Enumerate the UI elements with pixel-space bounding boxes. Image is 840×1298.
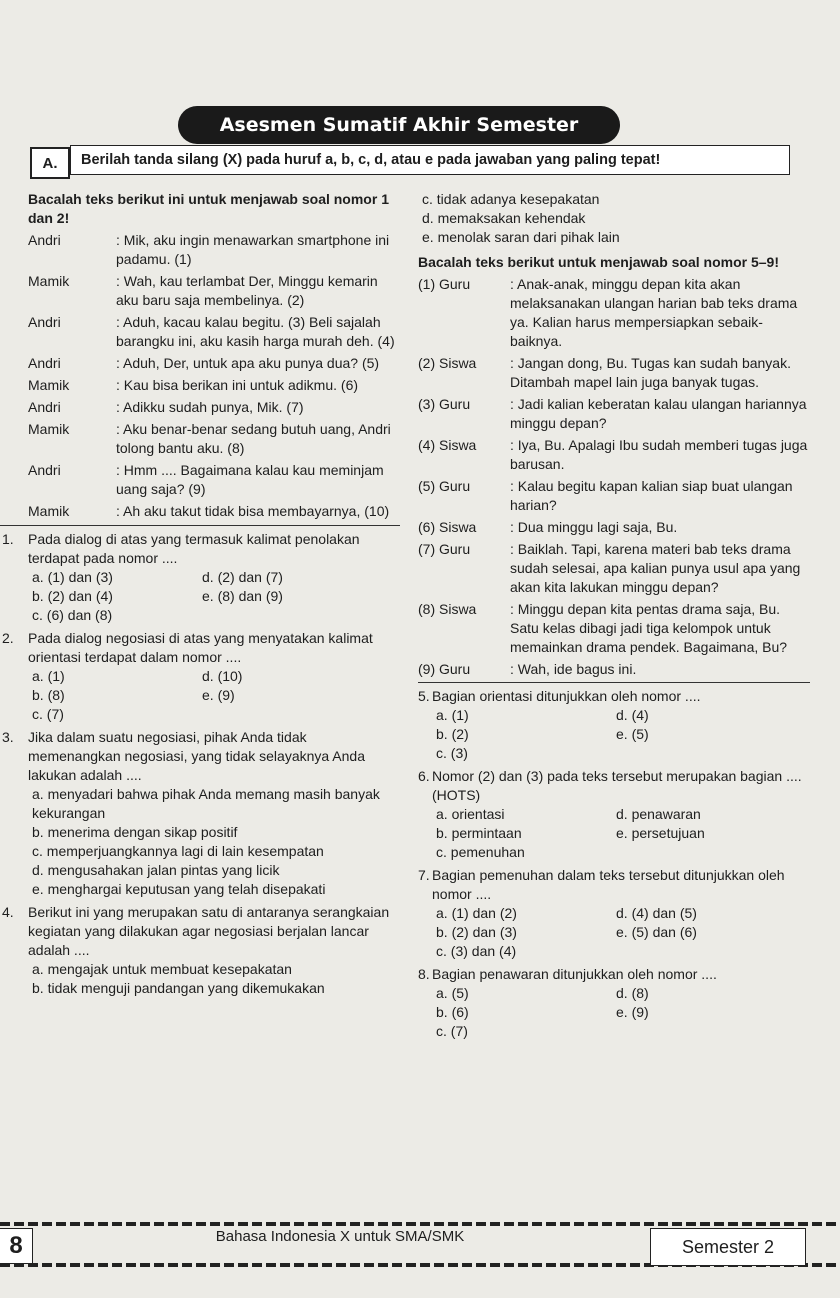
book-title: Bahasa Indonesia X untuk SMA/SMK [215,1228,465,1245]
option-d[interactable]: d. penawaran [616,806,701,822]
speaker: (9) Guru [418,661,471,677]
right-intro: Bacalah teks berikut untuk menjawab soal nomor 5–9! [418,254,779,270]
option-c[interactable]: c. pemenuhan [436,844,525,860]
question-text: Bagian penawaran ditunjukkan oleh nomor .... [432,966,717,982]
right-column [418,190,810,1041]
dialog-line [28,398,400,417]
speaker: (5) Guru [418,478,471,494]
speaker: Andri [28,462,61,478]
question-number: 1. [2,531,14,547]
question-text: Berikut ini yang merupakan satu di antaranya serangkaian kegiatan yang dilakukan agar negosiasi berjalan lancar adalah .... [28,904,390,958]
question-5 [418,687,810,763]
footer-divider-top [0,1222,840,1226]
question-number: 3. [2,729,14,745]
left-column [2,190,400,998]
dialog-line [418,660,810,679]
option-a[interactable]: a. (1) [32,668,65,684]
question-text: Jika dalam suatu negosiasi, pihak Anda tidak memenangkan negosiasi, yang tidak selayaknya Anda lakukan adalah .... [28,729,365,783]
dialog-line [28,313,400,351]
question-text: Pada dialog negosiasi di atas yang menyatakan kalimat orientasi terdapat dalam nomor .... [28,630,373,665]
dialog-text: : Aduh, Der, untuk apa aku punya dua? (5) [116,355,380,371]
option-d[interactable]: d. (2) dan (7) [202,569,283,585]
option-c[interactable]: c. (6) dan (8) [32,607,113,623]
dialog-line [28,420,400,458]
dialog-text: : Adikku sudah punya, Mik. (7) [116,399,304,415]
option-b[interactable]: b. (6) [436,1004,469,1020]
dialog-line [418,275,810,351]
option-d[interactable]: d. (4) dan (5) [616,905,697,921]
dialog-text: : Wah, ide bagus ini. [510,661,637,677]
option-c[interactable]: c. (7) [436,1023,468,1039]
option-c[interactable]: c. (7) [32,706,64,722]
option-e[interactable]: e. (5) [616,726,649,742]
option-c[interactable]: c. tidak adanya kesepakatan [422,191,600,207]
option-a[interactable]: a. (1) dan (3) [32,569,113,585]
question-number: 5. [418,688,430,704]
question-8 [418,965,810,1041]
option-c[interactable]: c. (3) dan (4) [436,943,517,959]
option-d[interactable]: d. (10) [202,668,243,684]
dialog-text: : Wah, kau terlambat Der, Minggu kemarin aku baru saja membelinya. (2) [116,273,378,308]
speaker: Mamik [28,503,70,519]
speaker: (1) Guru [418,276,471,292]
speaker: Andri [28,399,61,415]
question-number: 6. [418,768,430,784]
dialog-text: : Ah aku takut tidak bisa membayarnya, (10) [116,503,390,519]
dialog-line [28,502,400,521]
left-intro: Bacalah teks berikut ini untuk menjawab soal nomor 1 dan 2! [28,191,389,226]
option-c[interactable]: c. (3) [436,745,468,761]
option-e[interactable]: e. menolak saran dari pihak lain [422,229,620,245]
dialog-text: : Hmm .... Bagaimana kalau kau meminjam uang saja? (9) [116,462,384,497]
page-title: Asesmen Sumatif Akhir Semester [178,106,620,144]
dialog-text: : Aku benar-benar sedang butuh uang, Andri tolong bantu aku. (8) [116,421,391,456]
dialog-line [418,600,810,657]
option-c[interactable]: c. memperjuangkannya lagi di lain kesempatan [32,843,324,859]
question-3 [2,728,400,899]
page-number: 8 [0,1228,33,1264]
instruction: Berilah tanda silang (X) pada huruf a, b, c, d, atau e pada jawaban yang paling tepat! [70,145,790,175]
question-text: Bagian pemenuhan dalam teks tersebut ditunjukkan oleh nomor .... [432,867,785,902]
speaker: (2) Siswa [418,355,477,371]
dialog-text: : Jadi kalian keberatan kalau ulangan hariannya minggu depan? [510,396,807,431]
speaker: (7) Guru [418,541,471,557]
speaker: (4) Siswa [418,437,477,453]
option-a[interactable]: a. menyadari bahwa pihak Anda memang masih banyak kekurangan [32,786,380,821]
dialog-line [418,518,810,537]
option-e[interactable]: e. (5) dan (6) [616,924,697,940]
option-a[interactable]: a. mengajak untuk membuat kesepakatan [32,961,292,977]
dialog-line [418,477,810,515]
question-text: Bagian orientasi ditunjukkan oleh nomor .... [432,688,701,704]
option-a[interactable]: a. orientasi [436,806,505,822]
dialog-text: : Aduh, kacau kalau begitu. (3) Beli sajalah barangku ini, aku kasih harga murah deh. (4) [116,314,395,349]
option-d[interactable]: d. (4) [616,707,649,723]
dialog-text: : Minggu depan kita pentas drama saja, Bu. Satu kelas dibagi jadi tiga kelompok untuk memainkan drama pendek. Bagaimana, Bu? [510,601,788,655]
dialog-line [418,436,810,474]
option-b[interactable]: b. permintaan [436,825,522,841]
dialog-box-2 [418,275,810,683]
speaker: Andri [28,232,61,248]
dialog-line [418,395,810,433]
option-b[interactable]: b. tidak menguji pandangan yang dikemukakan [32,980,325,996]
semester-label: Semester 2 [650,1228,806,1266]
question-number: 4. [2,904,14,920]
dialog-line [28,272,400,310]
section-letter: A. [30,147,70,179]
option-e[interactable]: e. persetujuan [616,825,705,841]
question-text: Pada dialog di atas yang termasuk kalimat penolakan terdapat pada nomor .... [28,531,360,566]
dialog-text: : Mik, aku ingin menawarkan smartphone ini padamu. (1) [116,232,390,267]
speaker: (3) Guru [418,396,471,412]
option-b[interactable]: b. (8) [32,687,65,703]
speaker: Mamik [28,377,70,393]
option-a[interactable]: a. (1) [436,707,469,723]
option-d[interactable]: d. mengusahakan jalan pintas yang licik [32,862,280,878]
question-number: 7. [418,867,430,883]
option-d[interactable]: d. memaksakan kehendak [422,210,586,226]
dialog-line [28,354,400,373]
question-7 [418,866,810,961]
speaker: Mamik [28,421,70,437]
speaker: (6) Siswa [418,519,477,535]
option-e[interactable]: e. (9) [202,687,235,703]
dialog-text: : Jangan dong, Bu. Tugas kan sudah banyak. Ditambah mapel lain juga banyak tugas. [510,355,791,390]
question-2 [2,629,400,724]
option-b[interactable]: b. (2) dan (3) [436,924,517,940]
question-4-continued [422,190,810,247]
dialog-text: : Kau bisa berikan ini untuk adikmu. (6) [116,377,359,393]
question-4 [2,903,400,998]
speaker: (8) Siswa [418,601,477,617]
question-text: Nomor (2) dan (3) pada teks tersebut merupakan bagian .... (HOTS) [432,768,802,803]
question-6 [418,767,810,862]
dialog-text: : Anak-anak, minggu depan kita akan melaksanakan ulangan harian bab teks drama ya. Kalian harus mempersiapkan sebaik-baiknya. [510,276,798,349]
option-a[interactable]: a. (1) dan (2) [436,905,517,921]
question-number: 8. [418,966,430,982]
dialog-line [418,354,810,392]
option-d[interactable]: d. (8) [616,985,649,1001]
speaker: Mamik [28,273,70,289]
option-b[interactable]: b. (2) [436,726,469,742]
dialog-text: : Dua minggu lagi saja, Bu. [510,519,678,535]
speaker: Andri [28,314,61,330]
dialog-text: : Baiklah. Tapi, karena materi bab teks drama sudah selesai, apa kalian punya usul apa yang akan kita lakukan minggu depan? [510,541,801,595]
question-1 [2,530,400,625]
dialog-line [418,540,810,597]
option-a[interactable]: a. (5) [436,985,469,1001]
option-e[interactable]: e. menghargai keputusan yang telah disepakati [32,881,326,897]
dialog-line [28,231,400,269]
option-b[interactable]: b. menerima dengan sikap positif [32,824,238,840]
option-b[interactable]: b. (2) dan (4) [32,588,113,604]
dialog-line [28,461,400,499]
dialog-text: : Kalau begitu kapan kalian siap buat ulangan harian? [510,478,793,513]
option-e[interactable]: e. (8) dan (9) [202,588,283,604]
option-e[interactable]: e. (9) [616,1004,649,1020]
speaker: Andri [28,355,61,371]
dialog-text: : Iya, Bu. Apalagi Ibu sudah memberi tugas juga barusan. [510,437,808,472]
question-number: 2. [2,630,14,646]
dialog-line [28,376,400,395]
dialog-box-1 [0,231,400,526]
